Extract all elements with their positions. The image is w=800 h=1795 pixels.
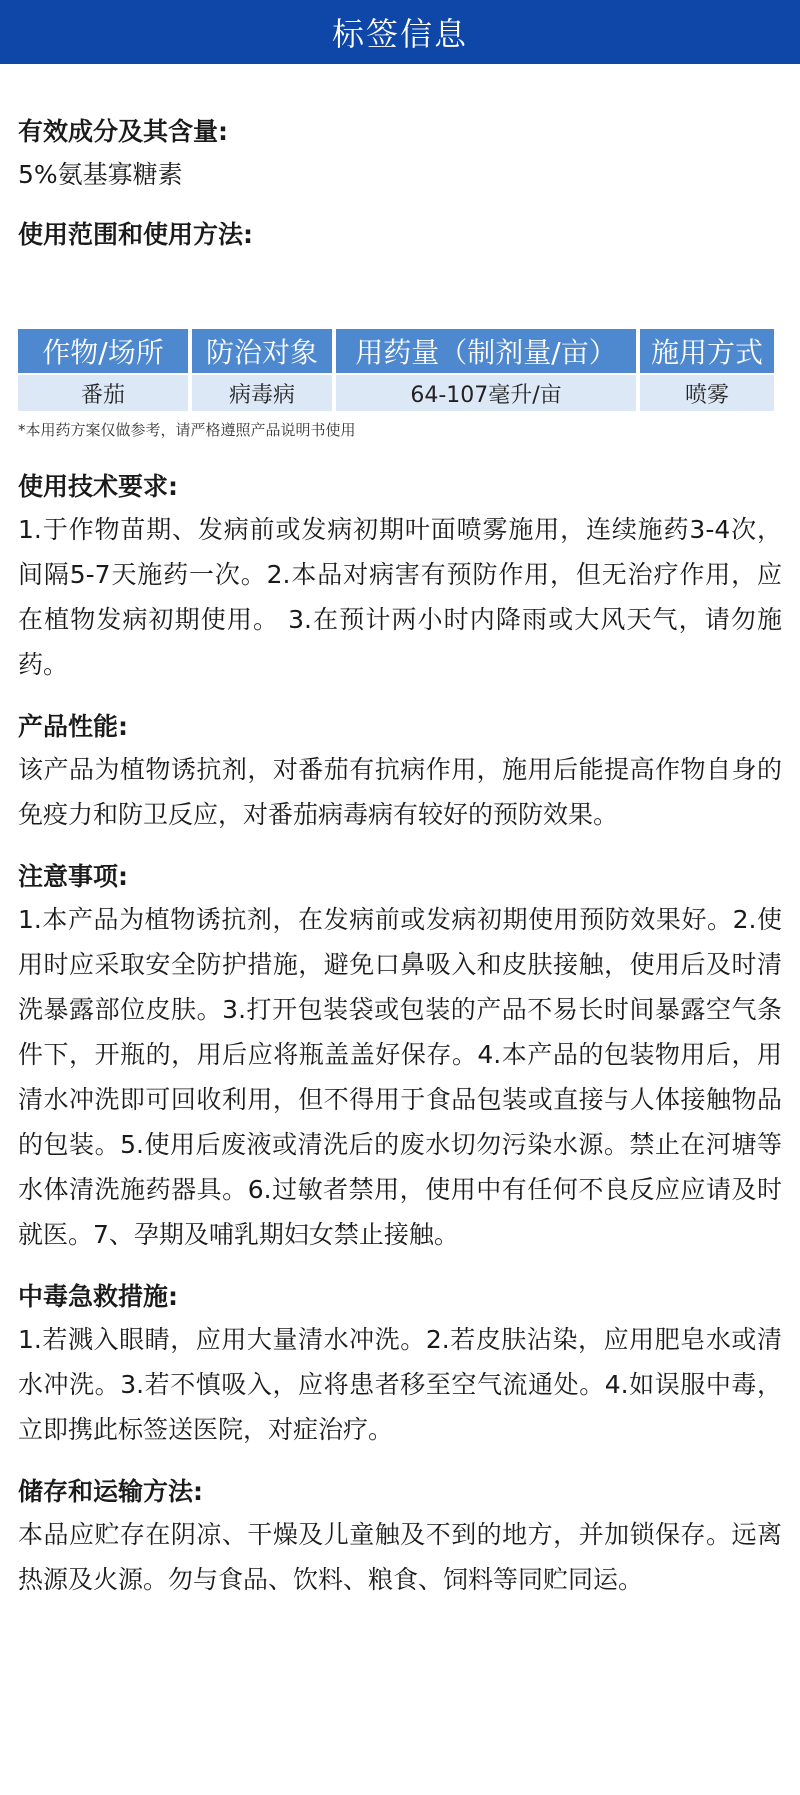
performance-section (18, 707, 782, 837)
usage-title: 使用范围和使用方法: (18, 220, 253, 249)
first-aid-title: 中毒急救措施: (18, 1282, 178, 1311)
technique-title: 使用技术要求: (18, 472, 178, 501)
storage-section (18, 1472, 782, 1602)
dosage-table-note: *本用药方案仅做参考，请严格遵照产品说明书使用 (18, 421, 356, 439)
dosage-cell-crop: 番茄 (18, 375, 188, 411)
first-aid-body: 1.若溅入眼睛，应用大量清水冲洗。2.若皮肤沾染，应用肥皂水或清水冲洗。3.若不慎吸入，应将患者移至空气流通处。4.如误服中毒，立即携此标签送医院，对症治疗。 (18, 1325, 782, 1444)
storage-title: 储存和运输方法: (18, 1477, 203, 1506)
ingredient-title: 有效成分及其含量: (18, 117, 228, 146)
dosage-table-header-row (18, 329, 774, 373)
precautions-section (18, 857, 782, 1257)
page-title: 标签信息 (331, 15, 468, 53)
dosage-table (14, 327, 778, 413)
storage-body: 本品应贮存在阴凉、干燥及儿童触及不到的地方，并加锁保存。远离热源及火源。勿与食品、饮料、粮食、饲料等同贮同运。 (18, 1520, 782, 1594)
technique-section (18, 467, 782, 687)
ingredient-section (18, 112, 782, 197)
usage-section (18, 215, 782, 255)
technique-body: 1.于作物苗期、发病前或发病初期叶面喷雾施用，连续施药3-4次，间隔5-7天施药一次。2.本品对病害有预防作用，但无治疗作用，应在植物发病初期使用。 3.在预计两小时内降雨或大风天气，请勿施药。 (18, 515, 782, 679)
performance-body: 该产品为植物诱抗剂，对番茄有抗病作用，施用后能提高作物自身的免疫力和防卫反应，对番茄病毒病有较好的预防效果。 (18, 755, 782, 829)
dosage-header-method: 施用方式 (640, 329, 774, 373)
dosage-header-target: 防治对象 (192, 329, 332, 373)
table-row (18, 375, 774, 411)
ingredient-body: 5%氨基寡糖素 (18, 160, 183, 189)
label-content (0, 112, 800, 1602)
first-aid-section (18, 1277, 782, 1452)
performance-title: 产品性能: (18, 712, 128, 741)
precautions-title: 注意事项: (18, 862, 128, 891)
dosage-header-amount: 用药量（制剂量/亩） (336, 329, 636, 373)
dosage-cell-method: 喷雾 (640, 375, 774, 411)
dosage-header-crop: 作物/场所 (18, 329, 188, 373)
dosage-table-wrapper (18, 327, 782, 441)
dosage-cell-target: 病毒病 (192, 375, 332, 411)
header-bar (0, 0, 800, 64)
dosage-cell-amount: 64-107毫升/亩 (336, 375, 636, 411)
precautions-body: 1.本产品为植物诱抗剂，在发病前或发病初期使用预防效果好。2.使用时应采取安全防护措施，避免口鼻吸入和皮肤接触，使用后及时清洗暴露部位皮肤。3.打开包装袋或包装的产品不易长时间暴露空气条件下，开瓶的，用后应将瓶盖盖好保存。4.本产品的包装物用后，用清水冲洗即可回收利用，但不得用于食品包装或直接与人体接触物品的包装。5.使用后废液或清洗后的废水切勿污染水源。禁止在河塘等水体清洗施药器具。6.过敏者禁用，使用中有任何不良反应应请及时就医。7、孕期及哺乳期妇女禁止接触。 (18, 905, 782, 1249)
